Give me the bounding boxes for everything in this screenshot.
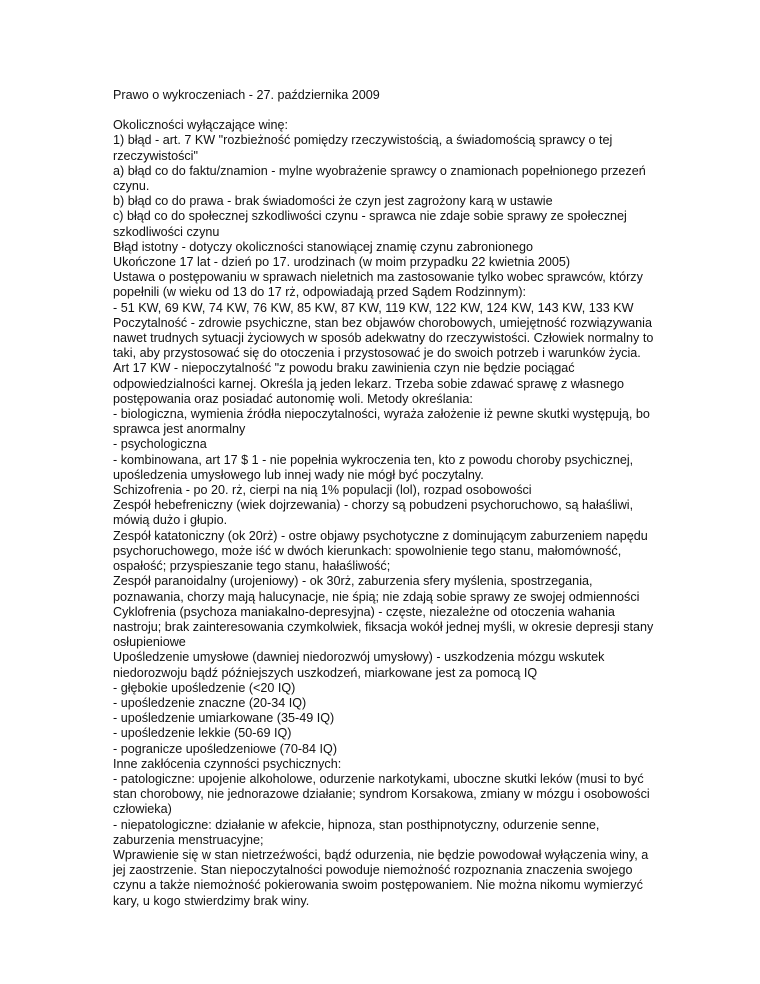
text-line: - upośledzenie umiarkowane (35-49 IQ): [113, 711, 335, 726]
text-line: Błąd istotny - dotyczy okoliczności stanowiącej znamię czynu zabronionego: [113, 239, 534, 254]
document-body: [113, 118, 653, 909]
text-line: odpowiedzialności karnej. Określa ją jeden lekarz. Trzeba sobie zdawać sprawę z własnego: [113, 376, 625, 391]
text-line: rzeczywistości": [113, 148, 198, 163]
text-line: - kombinowana, art 17 $ 1 - nie popełnia wykroczenia ten, kto z powodu choroby psychicznej,: [113, 452, 634, 467]
text-line: Zespół hebefreniczny (wiek dojrzewania) - chorzy są pobudzeni psychoruchowo, są hałaśliwi,: [113, 498, 634, 513]
text-line: upośledzenia umysłowego lub innej wady nie mógł być poczytalny.: [113, 467, 484, 482]
text-line: zaburzenia menstruacyjne;: [113, 832, 264, 847]
text-line: - psychologiczna: [113, 437, 207, 452]
text-line: Zespół katatoniczny (ok 20rż) - ostre objawy psychotyczne z dominującym zaburzeniem napędu: [113, 528, 648, 543]
text-line: Okoliczności wyłączające winę:: [113, 118, 288, 133]
text-line: Art 17 KW - niepoczytalność "z powodu braku zawinienia czyn nie będzie pociągać: [113, 361, 575, 376]
text-line: - upośledzenie lekkie (50-69 IQ): [113, 726, 292, 741]
text-line: Cyklofrenia (psychoza maniakalno-depresyjna) - częste, niezależne od otoczenia wahania: [113, 604, 615, 619]
text-line: niedorozwoju bądź późniejszych uszkodzeń, miarkowane jest za pomocą IQ: [113, 665, 538, 680]
text-line: - biologiczna, wymienia źródła niepoczytalności, wyraża założenie iż pewne skutki występują, bo: [113, 407, 650, 422]
text-line: Zespół paranoidalny (urojeniowy) - ok 30rż, zaburzenia sfery myślenia, spostrzegania,: [113, 574, 593, 589]
text-line: sprawca jest anormalny: [113, 422, 246, 437]
document-title: Prawo o wykroczeniach - 27. października 2009: [113, 88, 380, 102]
text-line: jej zaostrzenie. Stan niepoczytalności powoduje niemożność rozpoznania znaczenia swojego: [113, 863, 633, 878]
text-line: a) błąd co do faktu/znamion - mylne wyobrażenie sprawcy o znamionach popełnionego przezeń: [113, 163, 646, 178]
text-line: postępowania oraz posiadać autonomię woli. Metody określania:: [113, 391, 473, 406]
text-line: Wprawienie się w stan nietrzeźwości, bądź odurzenia, nie będzie powodował wyłączenia winy, a: [113, 847, 649, 862]
text-line: - pogranicze upośledzeniowe (70-84 IQ): [113, 741, 338, 756]
text-line: Ustawa o postępowaniu w sprawach nieletnich ma zastosowanie tylko wobec sprawców, którzy: [113, 270, 643, 285]
text-line: c) błąd co do społecznej szkodliwości czynu - sprawca nie zdaje sobie sprawy ze społecznej: [113, 209, 627, 224]
text-line: psychoruchowego, może iść w dwóch kierunkach: spowolnienie tego stanu, małomówność,: [113, 543, 622, 558]
document-page: [113, 88, 653, 909]
text-line: nawet trudnych sytuacji życiowych w sposób adekwatny do rzeczywistości. Człowiek normalny to: [113, 331, 654, 346]
text-line: - 51 KW, 69 KW, 74 KW, 76 KW, 85 KW, 87 KW, 119 KW, 122 KW, 124 KW, 143 KW, 133 KW: [113, 300, 634, 315]
text-line: człowieka): [113, 802, 172, 817]
text-line: czynu a także niemożność pokierowania swoim postępowaniem. Nie można nikomu wymierzyć: [113, 878, 643, 893]
text-line: b) błąd co do prawa - brak świadomości że czyn jest zagrożony karą w ustawie: [113, 194, 553, 209]
text-line: popełnili (w wieku od 13 do 17 rż, odpowiadają przed Sądem Rodzinnym):: [113, 285, 527, 300]
text-line: osłupieniowe: [113, 635, 186, 650]
text-line: stan chorobowy, nie jednorazowe działanie; syndrom Korsakowa, zmiany w mózgu i osobowości: [113, 787, 650, 802]
text-line: Poczytalność - zdrowie psychiczne, stan bez objawów chorobowych, umiejętność rozwiązywania: [113, 315, 652, 330]
text-line: kary, u kogo stwierdzimy brak winy.: [113, 893, 310, 908]
text-line: 1) błąd - art. 7 KW "rozbieżność pomiędzy rzeczywistością, a świadomością sprawcy o tej: [113, 133, 613, 148]
text-line: czynu.: [113, 179, 150, 194]
text-line: - głębokie upośledzenie (<20 IQ): [113, 680, 296, 695]
text-line: Upośledzenie umysłowe (dawniej niedorozwój umysłowy) - uszkodzenia mózgu wskutek: [113, 650, 605, 665]
text-line: Inne zakłócenia czynności psychicznych:: [113, 756, 342, 771]
text-line: ospałość; przyspieszanie tego stanu, hałaśliwość;: [113, 559, 391, 574]
text-line: - upośledzenie znaczne (20-34 IQ): [113, 695, 307, 710]
text-line: - patologiczne: upojenie alkoholowe, odurzenie narkotykami, uboczne skutki leków (musi to być: [113, 771, 644, 786]
text-line: szkodliwości czynu: [113, 224, 220, 239]
text-line: - niepatologiczne: działanie w afekcie, hipnoza, stan posthipnotyczny, odurzenie senne,: [113, 817, 600, 832]
text-line: nastroju; brak zainteresowania czymkolwiek, fiksacja wokół jednej myśli, w okresie depresji stany: [113, 619, 654, 634]
text-line: Ukończone 17 lat - dzień po 17. urodzinach (w moim przypadku 22 kwietnia 2005): [113, 255, 571, 270]
text-line: poznawania, chorzy mają halucynacje, nie śpią; nie zdają sobie sprawy ze swojej odmienności: [113, 589, 640, 604]
text-line: Schizofrenia - po 20. rż, cierpi na nią 1% populacji (lol), rozpad osobowości: [113, 483, 532, 498]
text-line: mówią dużo i głupio.: [113, 513, 228, 528]
text-line: taki, aby przystosować się do otoczenia i przystosować je do swoich potrzeb i warunków życia.: [113, 346, 641, 361]
